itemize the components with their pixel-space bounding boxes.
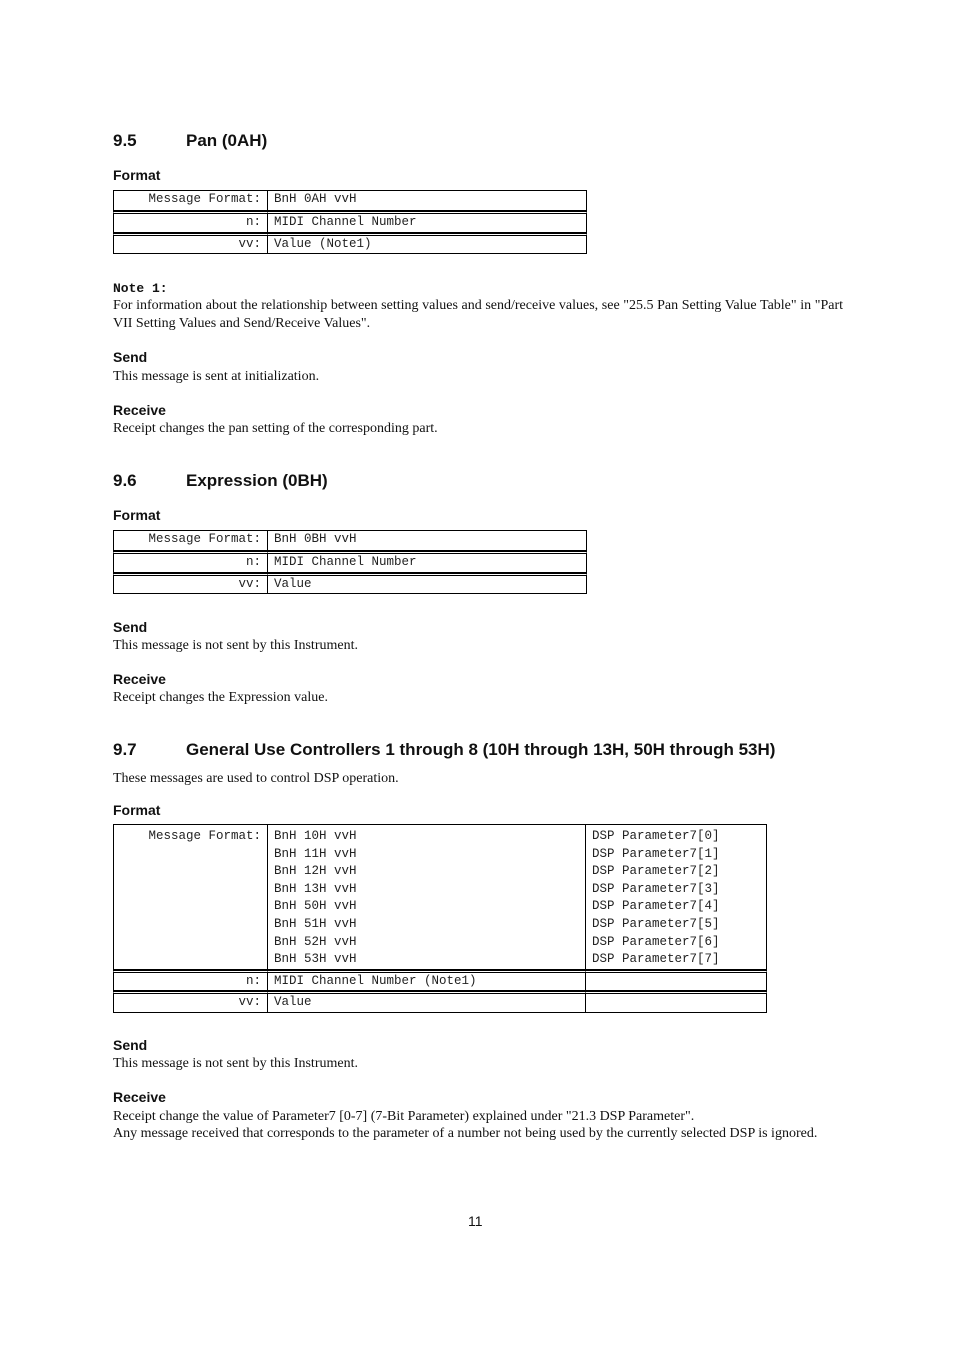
message-line: BnH 10H vvH — [274, 829, 357, 843]
section-number: 9.6 — [113, 471, 137, 490]
table-label: n: — [113, 551, 268, 573]
parameter-line: DSP Parameter7[0] — [592, 829, 720, 843]
table-value: BnH 0AH vvH — [268, 190, 587, 211]
send-heading: Send — [113, 349, 148, 365]
parameter-list — [586, 824, 767, 970]
section-intro: These messages are used to control DSP operation. — [113, 771, 399, 786]
table-row — [113, 970, 767, 992]
table-value: Value — [268, 573, 587, 595]
send-heading: Send — [113, 619, 148, 635]
message-line: BnH 50H vvH — [274, 899, 357, 914]
receive-text: Receipt change the value of Parameter7 [0-7] (7-Bit Parameter) explained under "21.3 DSP Parameter". — [113, 1109, 695, 1124]
table-row — [113, 211, 587, 233]
format-table-9-7 — [113, 824, 767, 1013]
receive-text: Receipt changes the Expression value. — [113, 690, 328, 705]
table-value: BnH 0BH vvH — [268, 530, 587, 551]
table-label: Message Format: — [113, 190, 268, 211]
note-text: For information about the relationship between setting values and send/receive values, see "25.5 Pan Setting Value Table" in "Part VII Setting Values and Send/Receive Values". — [113, 298, 843, 331]
parameter-line: DSP Parameter7[6] — [592, 934, 720, 949]
parameter-line: DSP Parameter7[7] — [592, 952, 720, 967]
format-heading: Format — [113, 507, 161, 523]
table-value: MIDI Channel Number (Note1) — [268, 970, 586, 992]
page-number: 11 — [468, 1213, 483, 1229]
table-row — [113, 190, 587, 211]
message-line: BnH 51H vvH — [274, 916, 357, 931]
parameter-line: DSP Parameter7[5] — [592, 916, 720, 931]
message-line: BnH 52H vvH — [274, 934, 357, 949]
section-title: Pan (0AH) — [186, 131, 268, 150]
parameter-line: DSP Parameter7[3] — [592, 881, 720, 896]
send-text: This message is not sent by this Instrument. — [113, 638, 358, 653]
receive-text: Receipt changes the pan setting of the corresponding part. — [113, 421, 438, 436]
receive-heading: Receive — [113, 1089, 166, 1105]
table-empty — [586, 991, 767, 1013]
section-title: Expression (0BH) — [186, 471, 328, 490]
table-row — [113, 530, 587, 551]
note-label: Note 1: — [113, 281, 168, 296]
message-list — [268, 824, 586, 970]
format-table-9-5 — [113, 190, 587, 254]
format-heading: Format — [113, 802, 161, 818]
parameter-line: DSP Parameter7[4] — [592, 899, 720, 914]
section-number: 9.5 — [113, 131, 137, 150]
table-value: MIDI Channel Number — [268, 211, 587, 233]
message-line: BnH 13H vvH — [274, 881, 357, 896]
table-row — [113, 824, 767, 970]
message-line: BnH 12H vvH — [274, 864, 357, 879]
send-text: This message is not sent by this Instrument. — [113, 1056, 358, 1071]
parameter-line: DSP Parameter7[1] — [592, 846, 720, 861]
receive-heading: Receive — [113, 671, 166, 687]
table-label: Message Format: — [113, 824, 268, 970]
table-label: Message Format: — [113, 530, 268, 551]
send-text: This message is sent at initialization. — [113, 369, 320, 384]
table-label: n: — [113, 970, 268, 992]
format-table-9-6 — [113, 530, 587, 594]
table-value: MIDI Channel Number — [268, 551, 587, 573]
table-label: vv: — [113, 573, 268, 595]
receive-text: Any message received that corresponds to the parameter of a number not being used by the currently selected DSP is ignored. — [113, 1126, 818, 1141]
table-row — [113, 573, 587, 595]
table-empty — [586, 970, 767, 992]
parameter-line: DSP Parameter7[2] — [592, 864, 720, 879]
message-line: BnH 53H vvH — [274, 952, 357, 967]
format-heading: Format — [113, 167, 161, 183]
table-row — [113, 233, 587, 255]
receive-heading: Receive — [113, 402, 166, 418]
table-row — [113, 551, 587, 573]
send-heading: Send — [113, 1037, 148, 1053]
table-label: n: — [113, 211, 268, 233]
section-number: 9.7 — [113, 740, 137, 759]
message-line: BnH 11H vvH — [274, 846, 357, 861]
table-row — [113, 991, 767, 1013]
table-label: vv: — [113, 233, 268, 255]
table-value: Value (Note1) — [268, 233, 587, 255]
table-label: vv: — [113, 991, 268, 1013]
table-value: Value — [268, 991, 586, 1013]
section-title: General Use Controllers 1 through 8 (10H through 13H, 50H through 53H) — [186, 740, 776, 759]
